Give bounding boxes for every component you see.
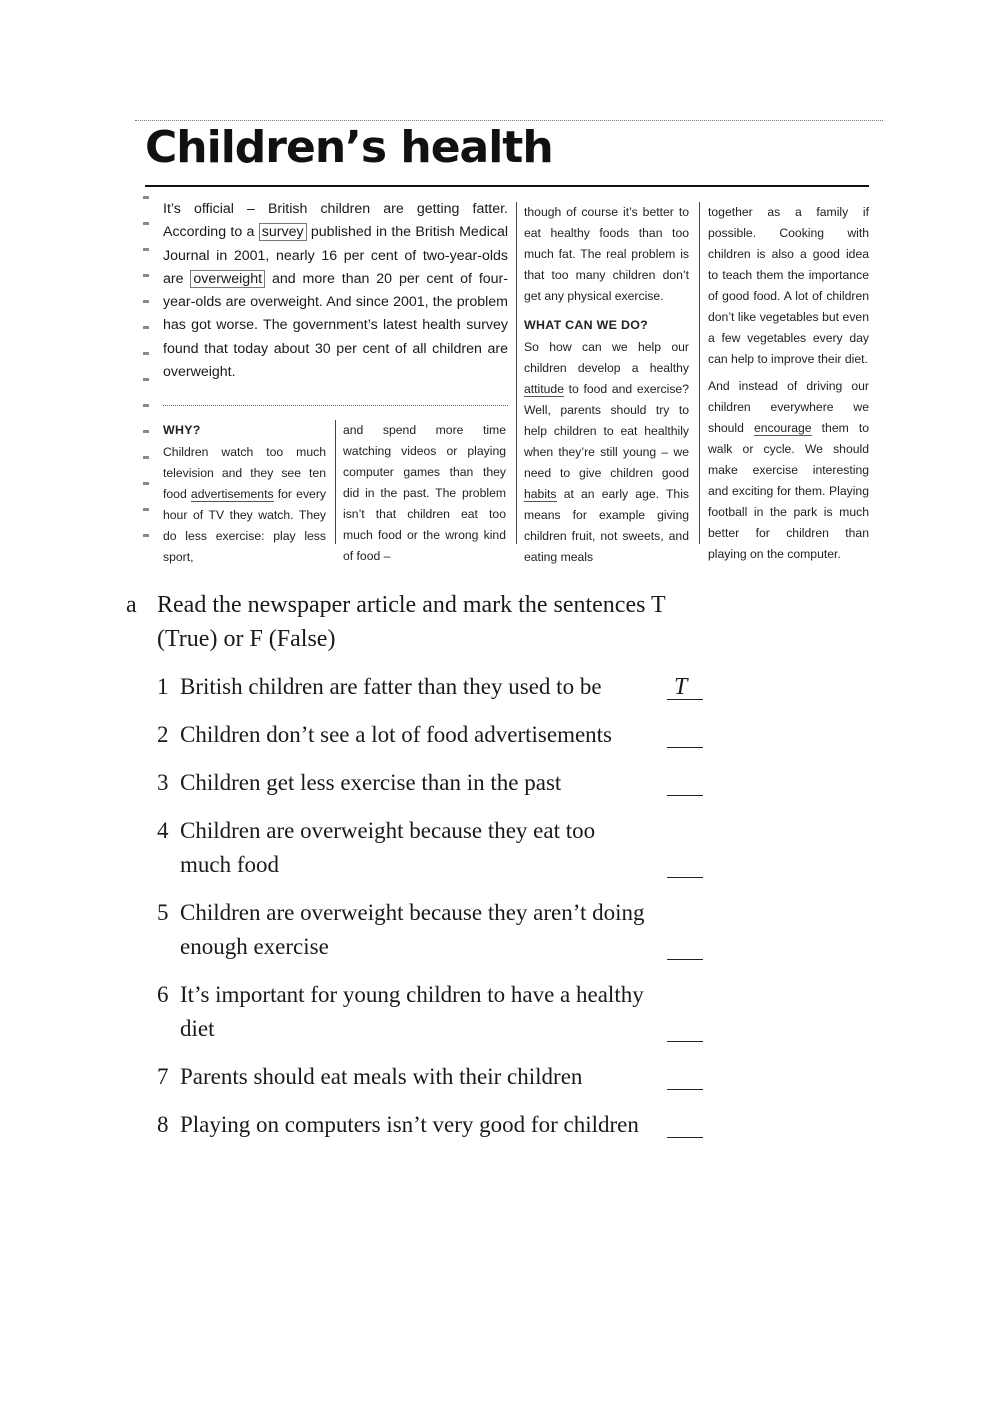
exercise-a [126,588,726,1156]
article-column-why [163,420,326,568]
answer-blank[interactable] [667,1137,703,1138]
col-d-part-2: them to walk or cycle. We should make exercise interesting and exciting for them. Playing football in the park is much better for children than playing on the computer. [708,421,869,561]
item-number: 2 [157,722,169,747]
item-number: 4 [157,818,169,843]
newspaper-article [163,198,869,564]
exercise-item [126,978,726,1046]
column-d-text-2 [708,376,869,565]
exercise-item [126,1108,726,1142]
vocab-habits: habits [524,487,557,501]
exercise-heading [126,588,726,656]
item-statement: Children get less exercise than in the past [180,770,562,795]
answer-blank[interactable] [667,959,703,960]
item-statement: British children are fatter than they used to be [180,674,602,699]
lead-text-1: It’s official – British children are getting fatter. According to a [163,201,508,241]
item-number: 3 [157,770,169,795]
item-statement: Parents should eat meals with their children [180,1064,583,1089]
heading-what-can-we-do: WHAT CAN WE DO? [524,318,649,332]
vocab-overweight: overweight [190,270,265,288]
page-title: Children’s health [145,122,553,173]
item-number: 5 [157,900,169,925]
exercise-item [126,1060,726,1094]
item-number: 7 [157,1064,169,1089]
item-statement: Playing on computers isn’t very good for children [180,1112,639,1137]
answer-blank[interactable] [667,795,703,796]
exercise-item [126,718,726,752]
scan-margin-marks [143,196,149,556]
lead-text-2: published in the British Medical Journal in 2001, nearly 16 per cent of two-year-olds are [163,224,508,287]
col-c-part-2: to food and exercise? Well, parents should try to help children to eat healthily when they’re still young – we need to give children good [524,382,689,480]
heading-why: WHY? [163,423,201,437]
article-column-d [708,202,869,565]
why-text-1: Children watch too much television and they see ten food [163,445,326,501]
top-border-rule [135,120,883,121]
item-statement: It’s important for young children to have a healthy diet [180,982,644,1041]
item-number: 8 [157,1112,169,1137]
article-column-c [524,202,689,568]
vocab-survey: survey [259,223,307,241]
column-divider [516,202,517,544]
article-column-b [343,420,506,567]
answer-blank[interactable] [667,747,703,748]
exercise-item [126,814,726,882]
answer-blank[interactable] [667,1089,703,1090]
why-text-2: for every hour of TV they watch. They do less exercise: play less sport, [163,487,326,564]
exercise-instruction: Read the newspaper article and mark the sentences T (True) or F (False) [157,592,666,652]
item-statement: Children don’t see a lot of food advertisements [180,722,613,747]
article-lead [163,198,508,384]
item-statement: Children are overweight because they eat too much food [180,818,596,877]
column-b-text: and spend more time watching videos or playing computer games than they did in the past. The problem isn’t that children eat too much food or the wrong kind of food – [343,423,506,563]
exercise-letter: a [126,592,137,618]
col-c-part-1: So how can we help our children develop a healthy [524,340,689,375]
exercise-item [126,670,726,704]
vocab-advertisements: advertisements [190,487,274,501]
column-d-text-1: together as a family if possible. Cooking with children is also a good idea to teach them the importance of good food. A lot of children don’t like vegetables but even a few vegetables every day can help to improve their diet. [708,205,869,366]
vocab-encourage: encourage [753,421,812,435]
exercise-item [126,896,726,964]
item-statement: Children are overweight because they aren’t doing enough exercise [180,900,645,959]
answer-blank[interactable] [667,877,703,878]
vocab-attitude: attitude [524,382,564,396]
col-c-part-3: at an early age. This means for example giving children fruit, not sweets, and eating meals [524,487,689,564]
item-number: 6 [157,982,169,1007]
exercise-item [126,766,726,800]
true-false-list [126,670,726,1142]
col-d-part-1: And instead of driving our children everywhere we should [708,379,869,435]
section-divider [163,405,508,406]
column-divider [699,202,700,544]
title-underline [145,185,869,187]
why-text [163,442,326,568]
answer-mark: T [674,674,688,700]
answer-blank[interactable] [667,1041,703,1042]
lead-text-3: and more than 20 per cent of four-year-olds are overweight. And since 2001, the problem has got worse. The government’s latest health survey found that today about 30 per cent of all children are overweight. [163,270,509,381]
item-number: 1 [157,674,169,699]
column-divider [335,420,336,544]
column-c-text-1: though of course it’s better to eat healthy foods than too much fat. The real problem is that too many children don’t get any physical exercise. [524,205,689,303]
column-c-text-2 [524,337,689,568]
